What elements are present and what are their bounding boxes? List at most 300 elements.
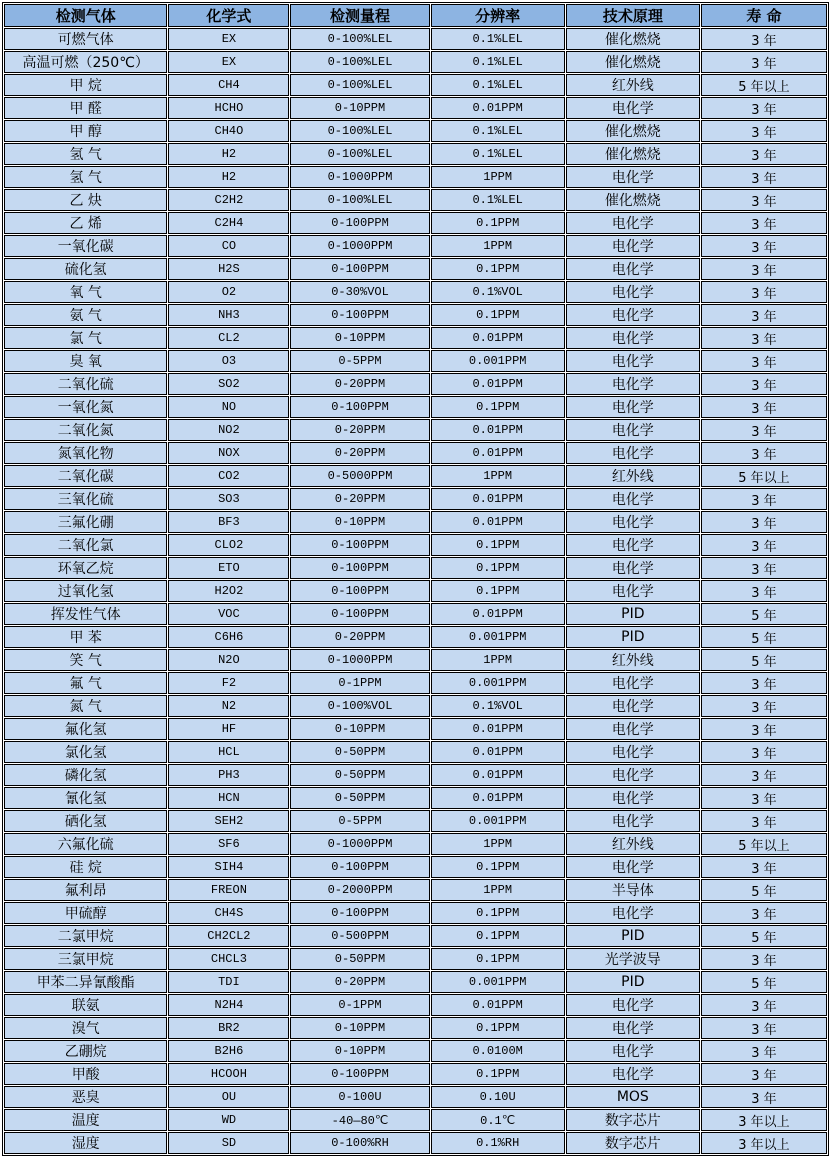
cell-resolution: 0.1PPM [431,580,565,602]
cell-resolution: 0.1PPM [431,856,565,878]
table-row [4,281,827,303]
cell-detection-range: 0-10PPM [290,511,429,533]
cell-lifespan: 3 年 [701,948,827,970]
table-row [4,1132,827,1154]
cell-gas-name: 环氧乙烷 [4,557,167,579]
cell-lifespan: 3 年 [701,1063,827,1085]
table-row [4,373,827,395]
cell-lifespan: 3 年 [701,856,827,878]
cell-chemical-formula: CL2 [168,327,289,349]
cell-chemical-formula: FREON [168,879,289,901]
cell-lifespan: 5 年 [701,879,827,901]
table-row [4,1017,827,1039]
cell-resolution: 0.1PPM [431,258,565,280]
cell-technology: 电化学 [566,764,700,786]
cell-gas-name: 甲 醇 [4,120,167,142]
cell-lifespan: 3 年 [701,695,827,717]
cell-lifespan: 3 年 [701,235,827,257]
cell-chemical-formula: CHCL3 [168,948,289,970]
cell-resolution: 1PPM [431,833,565,855]
cell-resolution: 0.1%LEL [431,120,565,142]
cell-detection-range: 0-20PPM [290,419,429,441]
cell-detection-range: 0-10PPM [290,327,429,349]
cell-chemical-formula: CH4O [168,120,289,142]
cell-detection-range: 0-20PPM [290,971,429,993]
cell-chemical-formula: N2 [168,695,289,717]
table-row [4,143,827,165]
cell-detection-range: 0-1000PPM [290,649,429,671]
cell-gas-name: 氰化氢 [4,787,167,809]
cell-chemical-formula: SIH4 [168,856,289,878]
cell-resolution: 0.1%VOL [431,695,565,717]
cell-detection-range: 0-100%LEL [290,74,429,96]
cell-chemical-formula: H2 [168,143,289,165]
cell-lifespan: 3 年 [701,511,827,533]
cell-resolution: 0.01PPM [431,97,565,119]
cell-lifespan: 5 年 [701,925,827,947]
cell-gas-name: 恶臭 [4,1086,167,1108]
cell-lifespan: 5 年 [701,626,827,648]
cell-chemical-formula: NO2 [168,419,289,441]
cell-lifespan: 3 年 [701,350,827,372]
cell-chemical-formula: F2 [168,672,289,694]
cell-lifespan: 3 年 [701,764,827,786]
cell-chemical-formula: HCHO [168,97,289,119]
cell-technology: 电化学 [566,350,700,372]
cell-chemical-formula: BR2 [168,1017,289,1039]
cell-resolution: 0.1%LEL [431,28,565,50]
cell-chemical-formula: O2 [168,281,289,303]
cell-resolution: 1PPM [431,166,565,188]
table-row [4,97,827,119]
cell-gas-name: 高温可燃（250℃） [4,51,167,73]
column-header-technology: 技术原理 [566,4,700,27]
cell-gas-name: 氟化氢 [4,718,167,740]
table-row [4,189,827,211]
cell-technology: 电化学 [566,419,700,441]
cell-chemical-formula: ETO [168,557,289,579]
table-row [4,74,827,96]
cell-lifespan: 3 年 [701,534,827,556]
cell-resolution: 1PPM [431,235,565,257]
cell-detection-range: 0-20PPM [290,626,429,648]
table-row [4,948,827,970]
cell-chemical-formula: N2O [168,649,289,671]
table-row [4,902,827,924]
cell-resolution: 0.01PPM [431,442,565,464]
cell-lifespan: 3 年 [701,373,827,395]
cell-technology: 红外线 [566,833,700,855]
cell-detection-range: 0-100PPM [290,396,429,418]
cell-gas-name: 乙 烯 [4,212,167,234]
cell-technology: 催化燃烧 [566,51,700,73]
table-row [4,419,827,441]
cell-chemical-formula: HCL [168,741,289,763]
cell-chemical-formula: BF3 [168,511,289,533]
cell-lifespan: 5 年 [701,971,827,993]
cell-chemical-formula: PH3 [168,764,289,786]
cell-lifespan: 3 年 [701,212,827,234]
cell-detection-range: 0-100PPM [290,902,429,924]
cell-detection-range: 0-10PPM [290,1017,429,1039]
table-row [4,741,827,763]
cell-gas-name: 硫化氢 [4,258,167,280]
cell-chemical-formula: O3 [168,350,289,372]
cell-gas-name: 六氟化硫 [4,833,167,855]
cell-resolution: 0.1PPM [431,1017,565,1039]
cell-technology: 数字芯片 [566,1132,700,1154]
column-header-chemical-formula: 化学式 [168,4,289,27]
cell-technology: 电化学 [566,166,700,188]
cell-technology: 电化学 [566,741,700,763]
table-row [4,511,827,533]
cell-gas-name: 氮 气 [4,695,167,717]
cell-lifespan: 3 年 [701,396,827,418]
table-row [4,327,827,349]
cell-chemical-formula: VOC [168,603,289,625]
cell-lifespan: 3 年 [701,557,827,579]
cell-technology: 半导体 [566,879,700,901]
cell-lifespan: 3 年 [701,810,827,832]
table-row [4,580,827,602]
cell-detection-range: -40—80℃ [290,1109,429,1131]
cell-lifespan: 3 年 [701,741,827,763]
cell-gas-name: 硅 烷 [4,856,167,878]
cell-gas-name: 氢 气 [4,143,167,165]
cell-lifespan: 3 年 [701,1040,827,1062]
cell-detection-range: 0-5000PPM [290,465,429,487]
column-header-detection-range: 检测量程 [290,4,429,27]
cell-technology: 电化学 [566,488,700,510]
cell-gas-name: 三氯甲烷 [4,948,167,970]
cell-gas-name: 二氧化氮 [4,419,167,441]
cell-resolution: 0.1%RH [431,1132,565,1154]
cell-lifespan: 3 年 [701,304,827,326]
cell-detection-range: 0-1000PPM [290,833,429,855]
cell-technology: 电化学 [566,327,700,349]
cell-lifespan: 5 年以上 [701,833,827,855]
cell-technology: 电化学 [566,281,700,303]
column-header-gas-name: 检测气体 [4,4,167,27]
cell-technology: 电化学 [566,695,700,717]
cell-detection-range: 0-100U [290,1086,429,1108]
table-row [4,465,827,487]
cell-detection-range: 0-50PPM [290,764,429,786]
table-row [4,695,827,717]
cell-chemical-formula: C6H6 [168,626,289,648]
cell-chemical-formula: CO2 [168,465,289,487]
cell-chemical-formula: EX [168,28,289,50]
cell-resolution: 0.1PPM [431,557,565,579]
cell-resolution: 0.001PPM [431,971,565,993]
cell-gas-name: 二氧化碳 [4,465,167,487]
cell-lifespan: 3 年 [701,51,827,73]
cell-gas-name: 氧 气 [4,281,167,303]
cell-gas-name: 氟 气 [4,672,167,694]
cell-technology: 电化学 [566,373,700,395]
table-row [4,764,827,786]
table-row [4,120,827,142]
cell-lifespan: 3 年 [701,166,827,188]
cell-gas-name: 过氧化氢 [4,580,167,602]
cell-gas-name: 甲苯二异氰酸酯 [4,971,167,993]
cell-gas-name: 二氧化硫 [4,373,167,395]
cell-detection-range: 0-100%LEL [290,28,429,50]
cell-technology: 催化燃烧 [566,120,700,142]
cell-resolution: 0.01PPM [431,764,565,786]
cell-detection-range: 0-50PPM [290,948,429,970]
cell-technology: 电化学 [566,442,700,464]
cell-gas-name: 笑 气 [4,649,167,671]
cell-gas-name: 湿度 [4,1132,167,1154]
cell-chemical-formula: CLO2 [168,534,289,556]
cell-gas-name: 甲 醛 [4,97,167,119]
table-row [4,1109,827,1131]
cell-resolution: 0.1%LEL [431,74,565,96]
cell-resolution: 1PPM [431,879,565,901]
cell-detection-range: 0-20PPM [290,373,429,395]
cell-detection-range: 0-10PPM [290,718,429,740]
table-row [4,534,827,556]
cell-chemical-formula: HCOOH [168,1063,289,1085]
cell-lifespan: 3 年以上 [701,1109,827,1131]
table-row [4,833,827,855]
table-row [4,396,827,418]
cell-technology: 电化学 [566,97,700,119]
cell-lifespan: 3 年 [701,1086,827,1108]
cell-technology: 电化学 [566,994,700,1016]
cell-chemical-formula: C2H4 [168,212,289,234]
cell-resolution: 0.1%LEL [431,143,565,165]
cell-technology: 电化学 [566,235,700,257]
cell-detection-range: 0-100PPM [290,212,429,234]
cell-gas-name: 硒化氢 [4,810,167,832]
cell-resolution: 0.1PPM [431,534,565,556]
cell-detection-range: 0-100PPM [290,304,429,326]
cell-lifespan: 3 年 [701,120,827,142]
cell-technology: 电化学 [566,1040,700,1062]
cell-detection-range: 0-100PPM [290,603,429,625]
cell-resolution: 0.01PPM [431,419,565,441]
cell-technology: PID [566,925,700,947]
cell-lifespan: 3 年 [701,994,827,1016]
cell-technology: 电化学 [566,787,700,809]
cell-chemical-formula: SO2 [168,373,289,395]
table-row [4,672,827,694]
cell-lifespan: 3 年 [701,419,827,441]
cell-technology: 电化学 [566,258,700,280]
cell-lifespan: 3 年 [701,143,827,165]
table-row [4,1086,827,1108]
cell-technology: PID [566,626,700,648]
cell-detection-range: 0-100%LEL [290,120,429,142]
cell-gas-name: 氟利昂 [4,879,167,901]
cell-chemical-formula: H2S [168,258,289,280]
cell-lifespan: 5 年以上 [701,74,827,96]
cell-detection-range: 0-1PPM [290,994,429,1016]
cell-chemical-formula: B2H6 [168,1040,289,1062]
cell-resolution: 0.01PPM [431,603,565,625]
table-row [4,28,827,50]
cell-resolution: 0.001PPM [431,350,565,372]
cell-gas-name: 氯 气 [4,327,167,349]
cell-gas-name: 挥发性气体 [4,603,167,625]
cell-resolution: 0.001PPM [431,672,565,694]
table-row [4,258,827,280]
table-row [4,488,827,510]
cell-technology: 电化学 [566,396,700,418]
cell-resolution: 0.1PPM [431,396,565,418]
cell-detection-range: 0-1000PPM [290,235,429,257]
cell-resolution: 0.1PPM [431,212,565,234]
cell-gas-name: 氮氧化物 [4,442,167,464]
cell-resolution: 0.1PPM [431,925,565,947]
table-row [4,557,827,579]
cell-lifespan: 5 年 [701,603,827,625]
cell-lifespan: 3 年 [701,718,827,740]
cell-chemical-formula: NH3 [168,304,289,326]
gas-sensor-table [2,2,829,1156]
cell-chemical-formula: CH2CL2 [168,925,289,947]
cell-chemical-formula: NOX [168,442,289,464]
cell-detection-range: 0-500PPM [290,925,429,947]
cell-chemical-formula: EX [168,51,289,73]
cell-resolution: 0.1PPM [431,304,565,326]
cell-resolution: 0.01PPM [431,511,565,533]
cell-chemical-formula: SO3 [168,488,289,510]
cell-technology: 催化燃烧 [566,189,700,211]
cell-resolution: 0.001PPM [431,810,565,832]
cell-chemical-formula: TDI [168,971,289,993]
cell-resolution: 0.001PPM [431,626,565,648]
cell-gas-name: 氨 气 [4,304,167,326]
cell-detection-range: 0-100PPM [290,534,429,556]
cell-lifespan: 5 年 [701,649,827,671]
cell-technology: 电化学 [566,511,700,533]
table-row [4,649,827,671]
cell-resolution: 0.10U [431,1086,565,1108]
cell-lifespan: 3 年 [701,902,827,924]
cell-resolution: 0.01PPM [431,373,565,395]
cell-technology: 电化学 [566,672,700,694]
cell-detection-range: 0-2000PPM [290,879,429,901]
cell-technology: 电化学 [566,580,700,602]
table-body [4,28,827,1154]
cell-gas-name: 一氧化氮 [4,396,167,418]
cell-resolution: 0.01PPM [431,787,565,809]
cell-lifespan: 3 年 [701,1017,827,1039]
cell-technology: PID [566,603,700,625]
cell-gas-name: 一氧化碳 [4,235,167,257]
table-row [4,235,827,257]
cell-technology: 催化燃烧 [566,143,700,165]
cell-resolution: 0.1℃ [431,1109,565,1131]
cell-gas-name: 甲酸 [4,1063,167,1085]
cell-technology: 红外线 [566,74,700,96]
cell-gas-name: 氯化氢 [4,741,167,763]
table-row [4,810,827,832]
cell-lifespan: 3 年 [701,28,827,50]
cell-lifespan: 3 年 [701,327,827,349]
cell-chemical-formula: N2H4 [168,994,289,1016]
cell-resolution: 0.1PPM [431,948,565,970]
table-row [4,1063,827,1085]
cell-gas-name: 三氟化硼 [4,511,167,533]
cell-gas-name: 氢 气 [4,166,167,188]
cell-gas-name: 二氧化氯 [4,534,167,556]
cell-detection-range: 0-100%LEL [290,51,429,73]
cell-technology: 光学波导 [566,948,700,970]
cell-technology: 电化学 [566,557,700,579]
cell-technology: 电化学 [566,1063,700,1085]
cell-gas-name: 温度 [4,1109,167,1131]
table-row [4,212,827,234]
cell-resolution: 0.01PPM [431,488,565,510]
cell-detection-range: 0-100%LEL [290,189,429,211]
cell-detection-range: 0-50PPM [290,741,429,763]
cell-detection-range: 0-5PPM [290,350,429,372]
cell-chemical-formula: HF [168,718,289,740]
cell-detection-range: 0-50PPM [290,787,429,809]
cell-technology: 电化学 [566,534,700,556]
cell-resolution: 0.0100M [431,1040,565,1062]
cell-technology: 电化学 [566,212,700,234]
cell-gas-name: 三氧化硫 [4,488,167,510]
cell-technology: 电化学 [566,902,700,924]
cell-resolution: 0.1%LEL [431,189,565,211]
cell-technology: 催化燃烧 [566,28,700,50]
table-row [4,1040,827,1062]
cell-technology: 红外线 [566,649,700,671]
table-row [4,787,827,809]
column-header-resolution: 分辨率 [431,4,565,27]
cell-technology: PID [566,971,700,993]
cell-lifespan: 3 年 [701,488,827,510]
cell-technology: 红外线 [566,465,700,487]
cell-detection-range: 0-100PPM [290,580,429,602]
table-row [4,879,827,901]
table-header-row [4,4,827,27]
cell-chemical-formula: SEH2 [168,810,289,832]
cell-gas-name: 乙硼烷 [4,1040,167,1062]
cell-detection-range: 0-100PPM [290,1063,429,1085]
cell-detection-range: 0-20PPM [290,488,429,510]
cell-detection-range: 0-5PPM [290,810,429,832]
cell-gas-name: 乙 炔 [4,189,167,211]
cell-lifespan: 3 年 [701,97,827,119]
cell-detection-range: 0-100%RH [290,1132,429,1154]
cell-detection-range: 0-10PPM [290,97,429,119]
table-row [4,994,827,1016]
cell-chemical-formula: H2 [168,166,289,188]
cell-lifespan: 3 年 [701,672,827,694]
cell-gas-name: 二氯甲烷 [4,925,167,947]
table-row [4,925,827,947]
cell-technology: 电化学 [566,810,700,832]
table-row [4,856,827,878]
table-row [4,603,827,625]
cell-resolution: 0.1%VOL [431,281,565,303]
cell-chemical-formula: SD [168,1132,289,1154]
cell-resolution: 0.1%LEL [431,51,565,73]
table-row [4,971,827,993]
cell-resolution: 1PPM [431,649,565,671]
cell-chemical-formula: OU [168,1086,289,1108]
cell-resolution: 1PPM [431,465,565,487]
cell-lifespan: 3 年 [701,580,827,602]
cell-lifespan: 3 年 [701,189,827,211]
cell-resolution: 0.1PPM [431,1063,565,1085]
